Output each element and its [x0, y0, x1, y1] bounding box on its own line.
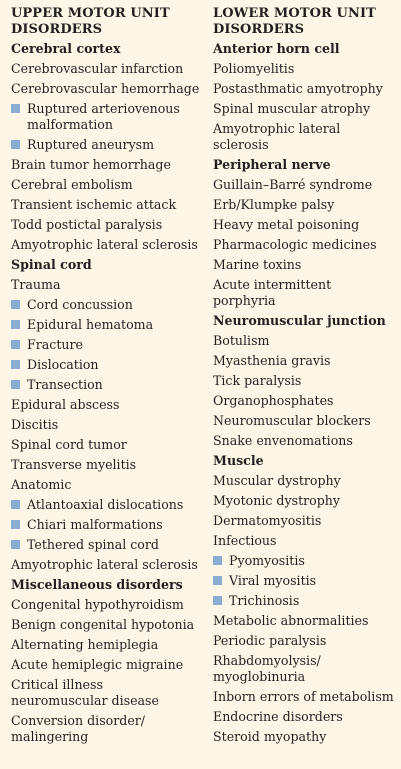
list-item: Poliomyelitis	[213, 61, 295, 76]
list-subitem-label: Transection	[27, 377, 103, 392]
list-item: Erb/Klumpke palsy	[213, 197, 335, 212]
list-subitem	[11, 317, 201, 333]
list-item: Alternating hemiplegia	[11, 637, 159, 652]
list-item: Spinal muscular atrophy	[213, 101, 371, 116]
list-item: Conversion disorder/ malingering	[11, 713, 146, 744]
list-subitem-label: Trichinosis	[229, 593, 300, 608]
list-subitem-label: Ruptured aneurysm	[27, 137, 155, 152]
list-subitem-label: Tethered spinal cord	[27, 537, 159, 552]
list-subitem	[11, 337, 201, 353]
column-header: LOWER MOTOR UNIT DISORDERS	[213, 6, 376, 37]
list-item: Metabolic abnormalities	[213, 613, 369, 628]
list-subitem	[11, 101, 201, 133]
list-item: Pharmacologic medicines	[213, 237, 377, 252]
section-title: Anterior horn cell	[213, 41, 340, 56]
list-subitem-label: Ruptured arteriovenous malformation	[27, 101, 180, 132]
list-item: Tick paralysis	[213, 373, 302, 388]
square-bullet-icon	[11, 500, 20, 509]
list-item: Anatomic	[11, 477, 72, 492]
square-bullet-icon	[11, 300, 20, 309]
list-item: Botulism	[213, 333, 270, 348]
list-item: Heavy metal poisoning	[213, 217, 360, 232]
list-item: Acute intermittent porphyria	[213, 277, 332, 308]
section-title: Neuromuscular junction	[213, 313, 386, 328]
list-item: Amyotrophic lateral sclerosis	[11, 557, 198, 572]
list-item: Myotonic dystrophy	[213, 493, 341, 508]
list-item: Postasthmatic amyotrophy	[213, 81, 383, 96]
list-item: Marine toxins	[213, 257, 302, 272]
list-item: Brain tumor hemorrhage	[11, 157, 171, 172]
list-item: Acute hemiplegic migraine	[11, 657, 184, 672]
list-item: Infectious	[213, 533, 277, 548]
list-subitem	[11, 137, 201, 153]
section-title: Miscellaneous disorders	[11, 577, 183, 592]
list-item: Rhabdomyolysis/ myoglobinuria	[213, 653, 321, 684]
list-item: Cerebrovascular infarction	[11, 61, 184, 76]
list-item: Snake envenomations	[213, 433, 353, 448]
list-subitem-label: Viral myositis	[229, 573, 317, 588]
list-item: Congenital hypothyroidism	[11, 597, 184, 612]
list-item: Neuromuscular blockers	[213, 413, 371, 428]
list-item: Guillain–Barré syndrome	[213, 177, 373, 192]
list-item: Muscular dystrophy	[213, 473, 341, 488]
list-item: Periodic paralysis	[213, 633, 327, 648]
list-item: Benign congenital hypotonia	[11, 617, 195, 632]
list-subitem-label: Epidural hematoma	[27, 317, 154, 332]
list-item: Inborn errors of metabolism	[213, 689, 394, 704]
list-subitem	[11, 497, 201, 513]
list-subitem-label: Cord concussion	[27, 297, 133, 312]
section-title: Peripheral nerve	[213, 157, 331, 172]
list-item: Endocrine disorders	[213, 709, 343, 724]
square-bullet-icon	[11, 104, 20, 113]
column-header: UPPER MOTOR UNIT DISORDERS	[11, 6, 170, 37]
list-subitem-label: Chiari malformations	[27, 517, 163, 532]
list-subitem-label: Fracture	[27, 337, 83, 352]
list-item: Trauma	[11, 277, 61, 292]
list-subitem	[11, 357, 201, 373]
list-subitem	[11, 377, 201, 393]
section-title: Cerebral cortex	[11, 41, 121, 56]
list-subitem	[213, 573, 397, 589]
list-subitem	[213, 553, 397, 569]
square-bullet-icon	[213, 596, 222, 605]
list-subitem-label: Dislocation	[27, 357, 99, 372]
list-subitem	[213, 593, 397, 609]
lower-motor-unit-column	[213, 6, 397, 749]
list-item: Transverse myelitis	[11, 457, 137, 472]
list-item: Dermatomyositis	[213, 513, 322, 528]
list-item: Spinal cord tumor	[11, 437, 127, 452]
list-item: Critical illness neuromuscular disease	[11, 677, 159, 708]
list-item: Cerebrovascular hemorrhage	[11, 81, 200, 96]
square-bullet-icon	[11, 540, 20, 549]
list-subitem-label: Atlantoaxial dislocations	[27, 497, 184, 512]
list-subitem	[11, 297, 201, 313]
list-subitem-label: Pyomyositis	[229, 553, 305, 568]
list-item: Epidural abscess	[11, 397, 120, 412]
square-bullet-icon	[213, 576, 222, 585]
square-bullet-icon	[213, 556, 222, 565]
square-bullet-icon	[11, 340, 20, 349]
list-item: Steroid myopathy	[213, 729, 327, 744]
square-bullet-icon	[11, 380, 20, 389]
list-item: Organophosphates	[213, 393, 334, 408]
square-bullet-icon	[11, 140, 20, 149]
list-item: Myasthenia gravis	[213, 353, 331, 368]
section-title: Spinal cord	[11, 257, 92, 272]
square-bullet-icon	[11, 360, 20, 369]
list-item: Cerebral embolism	[11, 177, 133, 192]
upper-motor-unit-column	[11, 6, 201, 749]
square-bullet-icon	[11, 520, 20, 529]
square-bullet-icon	[11, 320, 20, 329]
section-title: Muscle	[213, 453, 264, 468]
list-item: Amyotrophic lateral sclerosis	[11, 237, 198, 252]
list-item: Discitis	[11, 417, 59, 432]
list-subitem	[11, 517, 201, 533]
list-item: Todd postictal paralysis	[11, 217, 163, 232]
list-item: Amyotrophic lateral sclerosis	[213, 121, 341, 152]
list-subitem	[11, 537, 201, 553]
list-item: Transient ischemic attack	[11, 197, 177, 212]
